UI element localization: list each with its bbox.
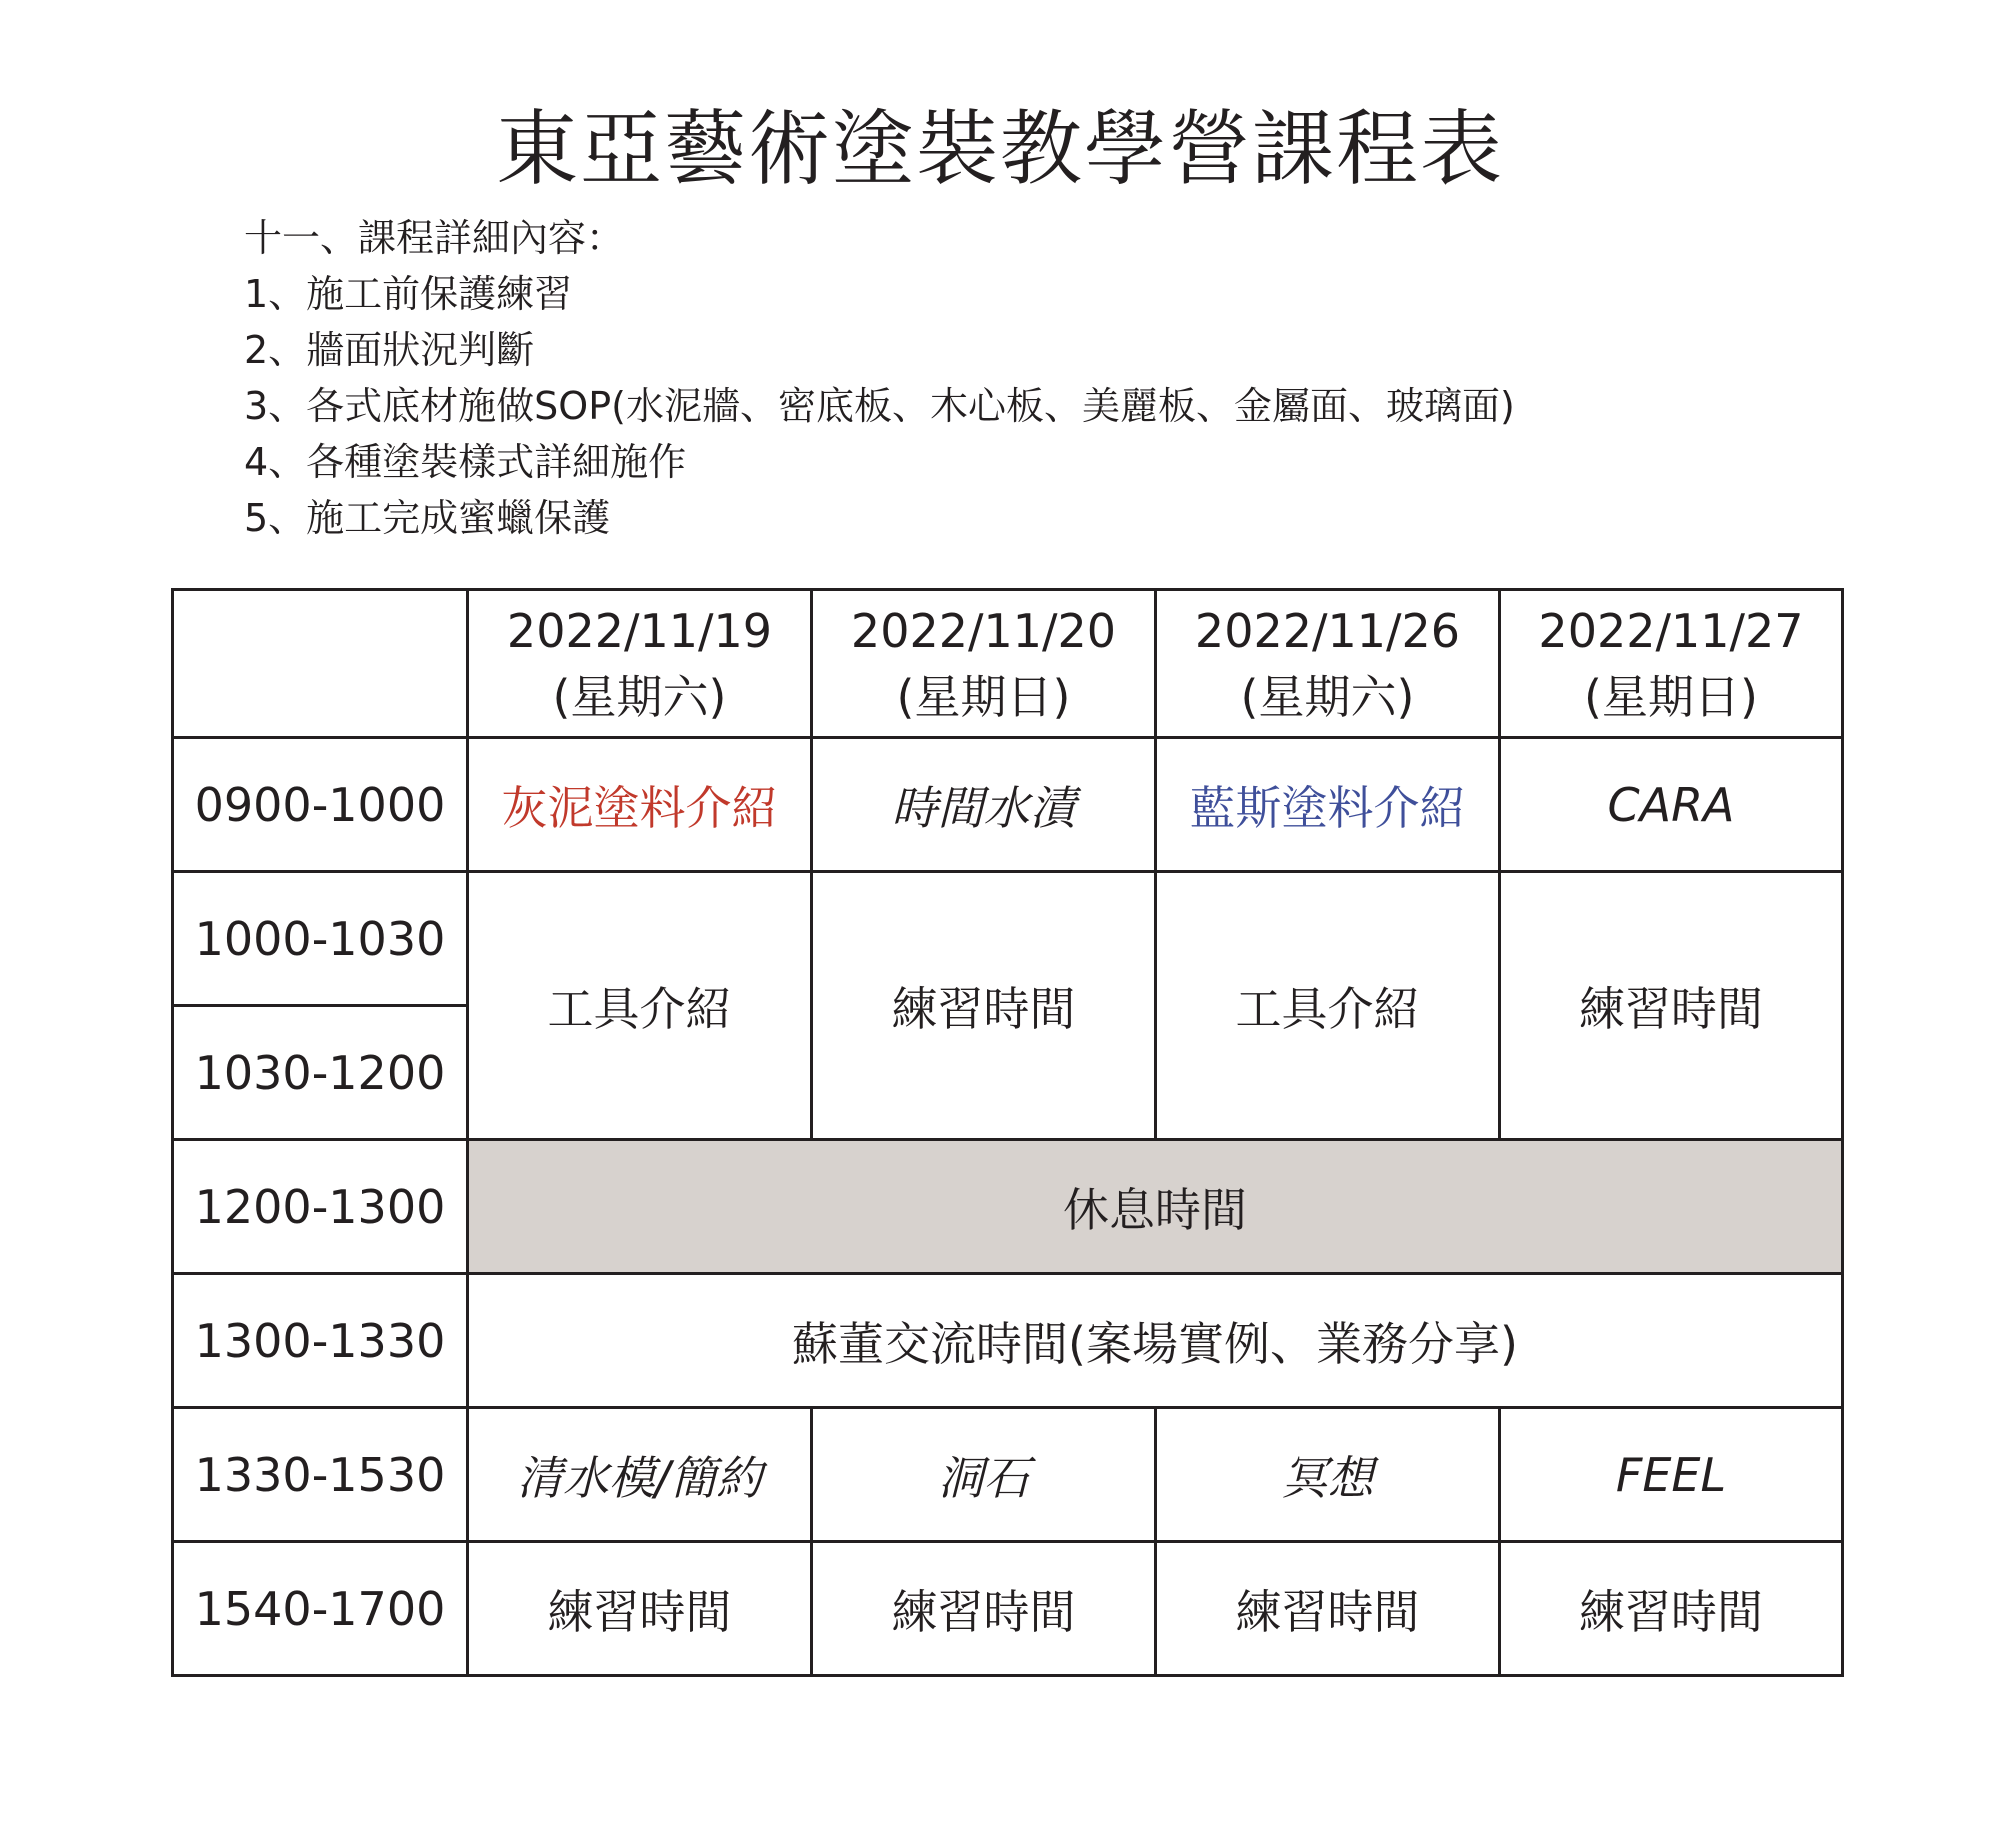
time-slot: 1330-1530 (173, 1408, 468, 1542)
day-date: 2022/11/26 (1194, 603, 1461, 658)
session-cell: 冥想 (1156, 1408, 1500, 1542)
time-row (173, 1542, 1843, 1676)
time-row (173, 738, 1843, 872)
session-cell: 藍斯塗料介紹 (1156, 738, 1500, 872)
session-cell: 清水模/簡約 (468, 1408, 812, 1542)
page-title: 東亞藝術塗裝教學營課程表 (495, 102, 1504, 197)
session-cell: 練習時間 (812, 872, 1156, 1140)
course-detail-item: 2、牆面狀況判斷 (244, 328, 535, 372)
session-cell: 練習時間 (1500, 1542, 1843, 1676)
day-date: 2022/11/20 (850, 603, 1117, 658)
time-slot: 0900-1000 (173, 738, 468, 872)
time-row (173, 1408, 1843, 1542)
time-slot: 1030-1200 (173, 1006, 468, 1140)
day-header (468, 590, 812, 738)
course-detail-item: 4、各種塗裝樣式詳細施作 (244, 440, 687, 484)
day-weekday: (星期日) (1584, 669, 1758, 724)
time-slot: 1540-1700 (173, 1542, 468, 1676)
session-cell: 洞石 (812, 1408, 1156, 1542)
break-cell: 休息時間 (468, 1140, 1843, 1274)
session-cell: 練習時間 (1156, 1542, 1500, 1676)
day-header (1500, 590, 1843, 738)
session-cell: 練習時間 (812, 1542, 1156, 1676)
exchange-cell: 蘇董交流時間(案場實例、業務分享) (468, 1274, 1843, 1408)
day-date: 2022/11/27 (1538, 603, 1804, 658)
session-cell: 時間水漬 (812, 738, 1156, 872)
day-header (1156, 590, 1500, 738)
course-detail-item: 5、施工完成蜜蠟保護 (244, 496, 611, 540)
time-slot: 1000-1030 (173, 872, 468, 1006)
course-details (244, 210, 1844, 546)
day-date: 2022/11/19 (506, 603, 773, 658)
day-header (812, 590, 1156, 738)
session-cell: 工具介紹 (468, 872, 812, 1140)
header-row (173, 590, 1843, 738)
session-cell: 灰泥塗料介紹 (468, 738, 812, 872)
time-row (173, 1140, 1843, 1274)
session-cell: 工具介紹 (1156, 872, 1500, 1140)
course-details-heading: 十一、課程詳細內容： (244, 216, 625, 260)
day-weekday: (星期六) (552, 669, 727, 724)
time-slot: 1300-1330 (173, 1274, 468, 1408)
session-cell: 練習時間 (468, 1542, 812, 1676)
day-weekday: (星期六) (1240, 669, 1415, 724)
course-detail-item: 1、施工前保護練習 (244, 272, 573, 316)
course-detail-item: 3、各式底材施做SOP(水泥牆、密底板、木心板、美麗板、金屬面、玻璃面) (244, 384, 1515, 428)
corner-cell (173, 590, 468, 738)
session-cell: FEEL (1500, 1408, 1843, 1542)
time-row (173, 872, 1843, 1006)
time-row (173, 1274, 1843, 1408)
time-slot: 1200-1300 (173, 1140, 468, 1274)
session-cell: CARA (1500, 738, 1843, 872)
session-cell: 練習時間 (1500, 872, 1843, 1140)
day-weekday: (星期日) (896, 669, 1071, 724)
schedule-table (171, 588, 1844, 1677)
